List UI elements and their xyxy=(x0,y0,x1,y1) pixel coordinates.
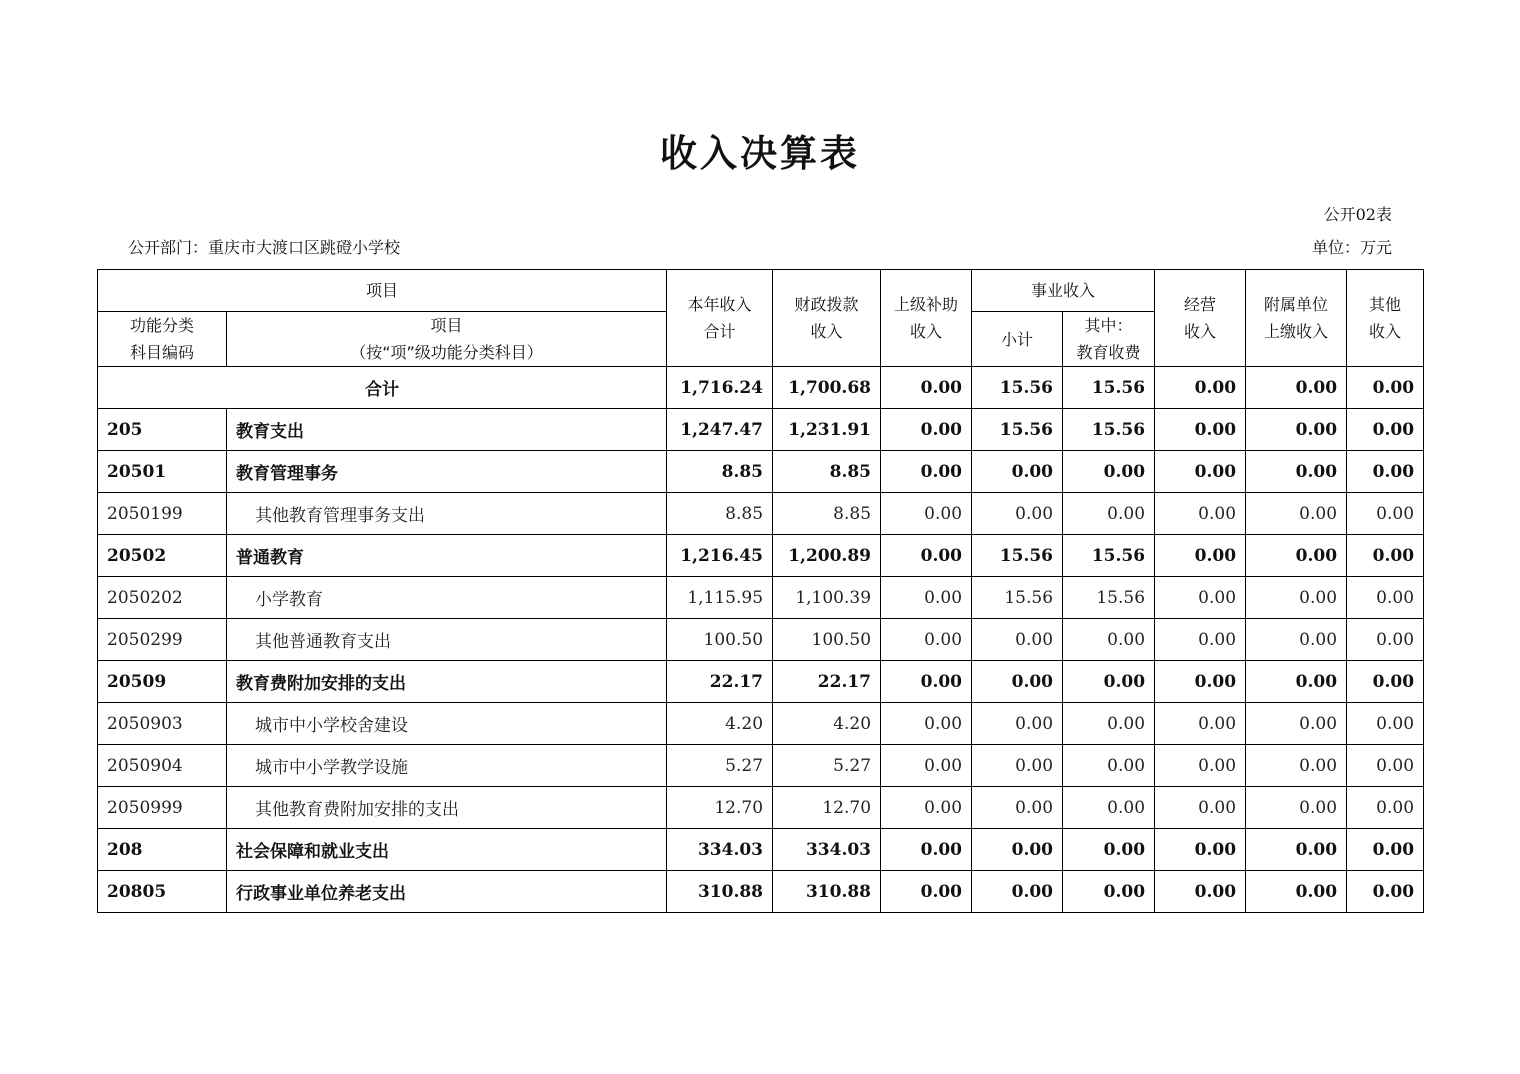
row-value: 0.00 xyxy=(1155,451,1246,493)
row-code: 2050199 xyxy=(98,493,227,535)
row-name: 普通教育 xyxy=(227,535,667,577)
row-value: 8.85 xyxy=(773,451,881,493)
row-value: 1,247.47 xyxy=(667,409,773,451)
row-value: 15.56 xyxy=(1063,577,1155,619)
row-code: 20501 xyxy=(98,451,227,493)
row-value: 0.00 xyxy=(1063,493,1155,535)
row-value: 0.00 xyxy=(1063,619,1155,661)
row-code: 20509 xyxy=(98,661,227,703)
row-value: 0.00 xyxy=(1347,829,1424,871)
row-value: 0.00 xyxy=(972,661,1063,703)
row-value: 0.00 xyxy=(972,787,1063,829)
row-value: 15.56 xyxy=(1063,409,1155,451)
page-title: 收入决算表 xyxy=(660,132,860,175)
row-value: 0.00 xyxy=(1155,409,1246,451)
row-value: 0.00 xyxy=(1347,493,1424,535)
header-superior-line1: 上级补助 xyxy=(894,295,959,314)
total-label: 合计 xyxy=(98,367,667,409)
row-value: 1,216.45 xyxy=(667,535,773,577)
row-value: 0.00 xyxy=(1063,451,1155,493)
table-row xyxy=(98,619,1424,661)
row-value: 22.17 xyxy=(773,661,881,703)
row-value: 0.00 xyxy=(972,871,1063,913)
header-business: 事业收入 xyxy=(972,270,1155,312)
header-project: 项目 xyxy=(98,270,667,312)
header-func-code-line1: 功能分类 xyxy=(129,316,194,335)
row-name: 行政事业单位养老支出 xyxy=(227,871,667,913)
row-name: 教育支出 xyxy=(227,409,667,451)
row-code: 2050999 xyxy=(98,787,227,829)
table-row xyxy=(98,577,1424,619)
row-value: 1,100.39 xyxy=(773,577,881,619)
row-value: 0.00 xyxy=(1063,871,1155,913)
row-name: 教育费附加安排的支出 xyxy=(227,661,667,703)
header-total xyxy=(667,270,773,367)
row-value: 0.00 xyxy=(1155,619,1246,661)
row-name: 城市中小学校舍建设 xyxy=(227,703,667,745)
header-func-code xyxy=(98,312,227,367)
header-func-code-line2: 科目编码 xyxy=(129,343,194,362)
header-project-sub-line2: （按“项”级功能分类科目） xyxy=(350,343,543,362)
table-row xyxy=(98,871,1424,913)
row-value: 0.00 xyxy=(1246,745,1347,787)
row-code: 2050202 xyxy=(98,577,227,619)
table-row xyxy=(98,493,1424,535)
row-name: 社会保障和就业支出 xyxy=(227,829,667,871)
row-value: 0.00 xyxy=(1246,661,1347,703)
row-value: 0.00 xyxy=(972,703,1063,745)
row-value: 0.00 xyxy=(1347,409,1424,451)
row-value: 0.00 xyxy=(1347,661,1424,703)
total-cell: 15.56 xyxy=(972,367,1063,409)
table-row xyxy=(98,409,1424,451)
row-code: 2050299 xyxy=(98,619,227,661)
row-code: 208 xyxy=(98,829,227,871)
header-affiliated xyxy=(1246,270,1347,367)
unit-label: 单位：万元 xyxy=(1311,238,1392,257)
row-code: 205 xyxy=(98,409,227,451)
row-value: 0.00 xyxy=(972,619,1063,661)
total-cell: 15.56 xyxy=(1063,367,1155,409)
row-value: 0.00 xyxy=(881,409,972,451)
total-cell: 1,700.68 xyxy=(773,367,881,409)
row-value: 0.00 xyxy=(1347,577,1424,619)
header-subtotal: 小计 xyxy=(972,312,1063,367)
row-value: 0.00 xyxy=(1155,493,1246,535)
row-value: 0.00 xyxy=(1246,871,1347,913)
header-fiscal-line2: 收入 xyxy=(810,322,843,341)
row-value: 0.00 xyxy=(972,493,1063,535)
row-value: 0.00 xyxy=(1155,829,1246,871)
row-value: 22.17 xyxy=(667,661,773,703)
table-row xyxy=(98,745,1424,787)
table-row xyxy=(98,451,1424,493)
row-name: 教育管理事务 xyxy=(227,451,667,493)
row-value: 8.85 xyxy=(667,451,773,493)
header-other xyxy=(1347,270,1424,367)
row-value: 0.00 xyxy=(881,787,972,829)
row-value: 0.00 xyxy=(1347,451,1424,493)
row-value: 0.00 xyxy=(1347,745,1424,787)
total-cell: 0.00 xyxy=(1246,367,1347,409)
header-fiscal xyxy=(773,270,881,367)
total-cell: 0.00 xyxy=(1347,367,1424,409)
row-value: 0.00 xyxy=(881,451,972,493)
header-other-line2: 收入 xyxy=(1369,322,1402,341)
row-value: 0.00 xyxy=(1063,829,1155,871)
row-value: 15.56 xyxy=(972,577,1063,619)
row-value: 0.00 xyxy=(881,703,972,745)
total-cell: 0.00 xyxy=(1155,367,1246,409)
row-name: 小学教育 xyxy=(227,577,667,619)
row-value: 1,231.91 xyxy=(773,409,881,451)
header-edu-fee-line2: 教育收费 xyxy=(1076,343,1141,362)
row-value: 0.00 xyxy=(1155,871,1246,913)
row-value: 0.00 xyxy=(972,451,1063,493)
row-code: 20502 xyxy=(98,535,227,577)
row-name: 其他普通教育支出 xyxy=(227,619,667,661)
row-value: 0.00 xyxy=(1155,577,1246,619)
row-code: 2050903 xyxy=(98,703,227,745)
row-value: 0.00 xyxy=(881,535,972,577)
row-value: 0.00 xyxy=(881,577,972,619)
row-value: 15.56 xyxy=(972,535,1063,577)
header-superior-line2: 收入 xyxy=(910,322,943,341)
header-operating-line2: 收入 xyxy=(1184,322,1217,341)
row-value: 1,200.89 xyxy=(773,535,881,577)
row-value: 0.00 xyxy=(1347,619,1424,661)
table-row xyxy=(98,829,1424,871)
header-edu-fee xyxy=(1063,312,1155,367)
table-row xyxy=(98,535,1424,577)
row-value: 310.88 xyxy=(667,871,773,913)
row-value: 0.00 xyxy=(881,619,972,661)
row-value: 1,115.95 xyxy=(667,577,773,619)
row-value: 15.56 xyxy=(1063,535,1155,577)
department-label: 公开部门：重庆市大渡口区跳磴小学校 xyxy=(128,238,401,257)
header-project-sub-line1: 项目 xyxy=(430,316,463,335)
row-value: 100.50 xyxy=(773,619,881,661)
header-fiscal-line1: 财政拨款 xyxy=(794,295,859,314)
row-name: 其他教育管理事务支出 xyxy=(227,493,667,535)
row-value: 0.00 xyxy=(1246,535,1347,577)
header-other-line1: 其他 xyxy=(1369,295,1402,314)
header-operating xyxy=(1155,270,1246,367)
table-row xyxy=(98,787,1424,829)
row-value: 0.00 xyxy=(1347,787,1424,829)
row-value: 4.20 xyxy=(667,703,773,745)
row-value: 12.70 xyxy=(667,787,773,829)
row-value: 5.27 xyxy=(773,745,881,787)
row-value: 0.00 xyxy=(1063,745,1155,787)
header-project-sub xyxy=(227,312,667,367)
header-total-line1: 本年收入 xyxy=(687,295,752,314)
row-value: 15.56 xyxy=(972,409,1063,451)
row-value: 0.00 xyxy=(1155,745,1246,787)
total-cell: 1,716.24 xyxy=(667,367,773,409)
row-value: 0.00 xyxy=(1347,871,1424,913)
row-value: 0.00 xyxy=(1246,577,1347,619)
row-value: 12.70 xyxy=(773,787,881,829)
row-value: 334.03 xyxy=(667,829,773,871)
row-value: 0.00 xyxy=(881,493,972,535)
row-value: 0.00 xyxy=(1063,787,1155,829)
row-name: 其他教育费附加安排的支出 xyxy=(227,787,667,829)
row-value: 5.27 xyxy=(667,745,773,787)
revenue-table xyxy=(97,269,1424,913)
table-row xyxy=(98,703,1424,745)
row-value: 4.20 xyxy=(773,703,881,745)
row-name: 城市中小学教学设施 xyxy=(227,745,667,787)
row-value: 0.00 xyxy=(1246,409,1347,451)
row-value: 0.00 xyxy=(972,829,1063,871)
header-operating-line1: 经营 xyxy=(1184,295,1217,314)
row-value: 0.00 xyxy=(1246,451,1347,493)
row-value: 0.00 xyxy=(1347,535,1424,577)
row-value: 0.00 xyxy=(1246,703,1347,745)
header-affiliated-line2: 上缴收入 xyxy=(1264,322,1329,341)
row-value: 0.00 xyxy=(881,829,972,871)
total-cell: 0.00 xyxy=(881,367,972,409)
row-value: 0.00 xyxy=(1155,661,1246,703)
row-value: 0.00 xyxy=(1155,703,1246,745)
row-value: 0.00 xyxy=(1155,787,1246,829)
row-value: 0.00 xyxy=(1246,787,1347,829)
header-edu-fee-line1: 其中： xyxy=(1084,316,1133,335)
row-value: 0.00 xyxy=(1063,661,1155,703)
row-value: 0.00 xyxy=(1347,703,1424,745)
row-value: 0.00 xyxy=(881,871,972,913)
row-value: 0.00 xyxy=(1246,493,1347,535)
row-value: 8.85 xyxy=(773,493,881,535)
total-row xyxy=(98,367,1424,409)
row-value: 100.50 xyxy=(667,619,773,661)
row-value: 0.00 xyxy=(1155,535,1246,577)
row-value: 0.00 xyxy=(1246,829,1347,871)
row-value: 334.03 xyxy=(773,829,881,871)
table-row xyxy=(98,661,1424,703)
row-value: 0.00 xyxy=(972,745,1063,787)
row-value: 310.88 xyxy=(773,871,881,913)
header-superior xyxy=(881,270,972,367)
row-code: 20805 xyxy=(98,871,227,913)
header-affiliated-line1: 附属单位 xyxy=(1264,295,1329,314)
row-value: 0.00 xyxy=(881,745,972,787)
row-value: 0.00 xyxy=(881,661,972,703)
form-number: 公开02表 xyxy=(1323,205,1392,224)
row-value: 0.00 xyxy=(1063,703,1155,745)
header-total-line2: 合计 xyxy=(703,322,736,341)
row-code: 2050904 xyxy=(98,745,227,787)
row-value: 0.00 xyxy=(1246,619,1347,661)
row-value: 8.85 xyxy=(667,493,773,535)
